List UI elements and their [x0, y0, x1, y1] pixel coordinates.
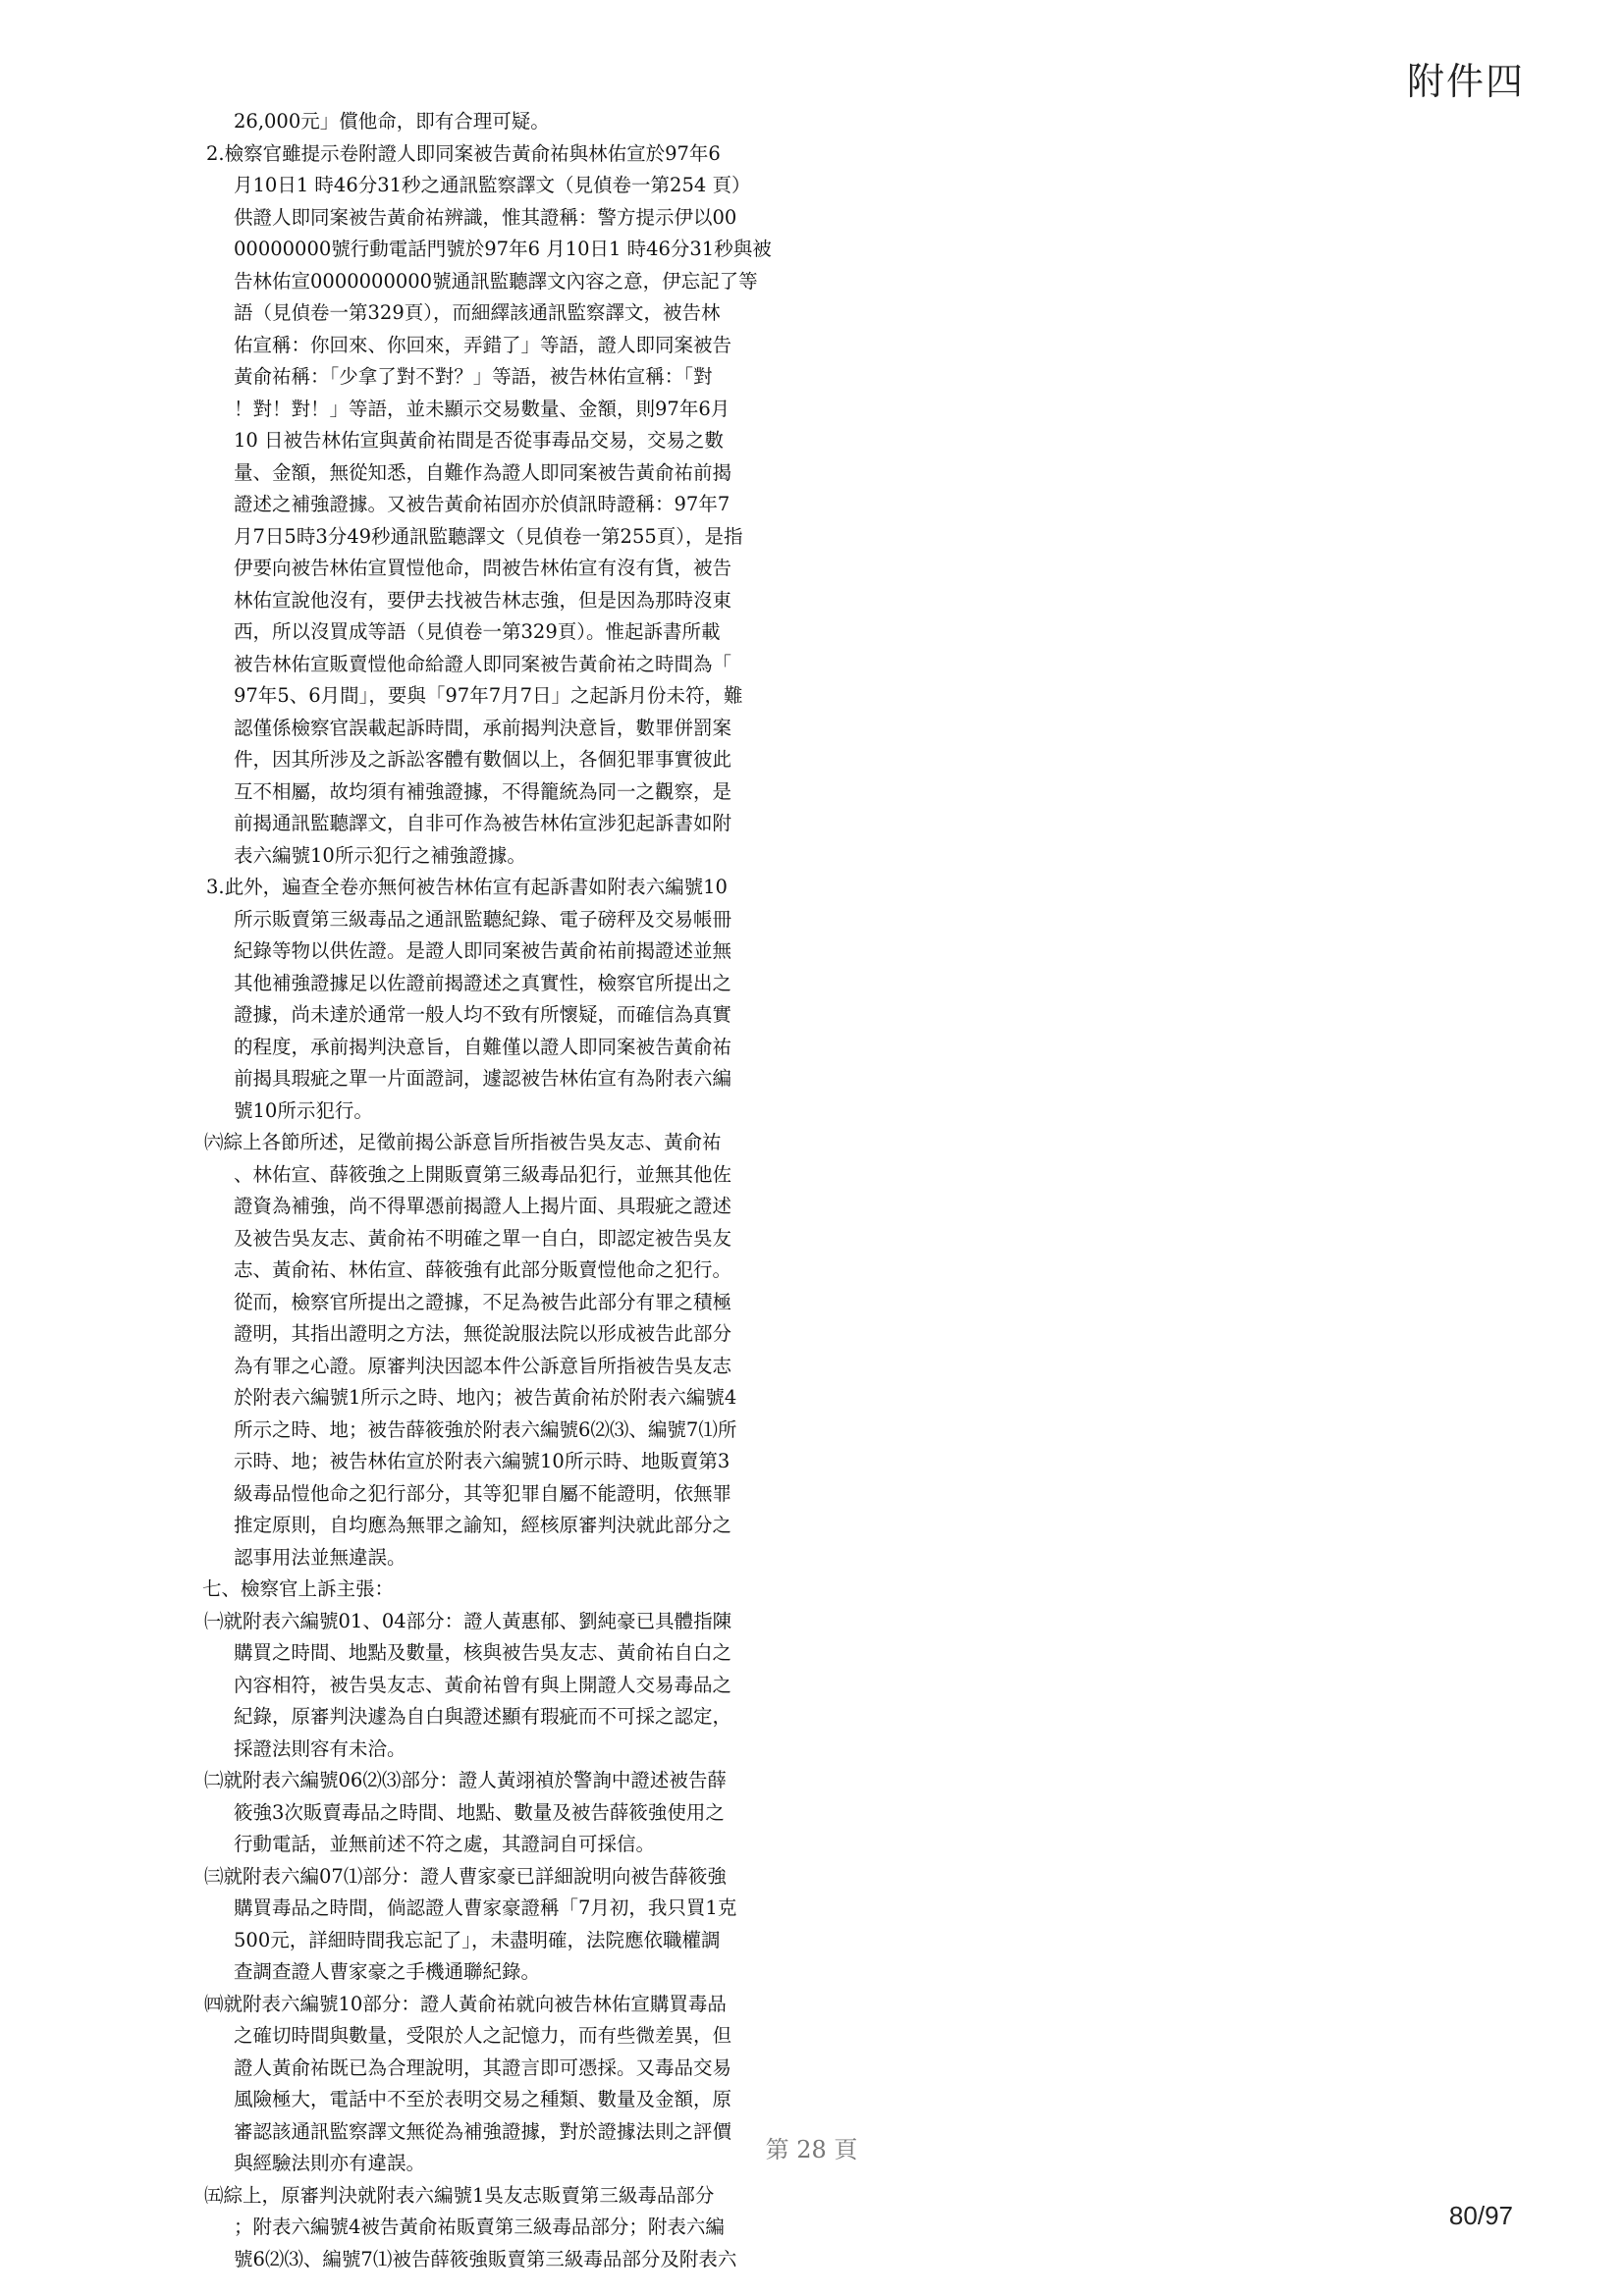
text-line: 認事用法並無違誤。	[234, 1545, 406, 1569]
text-line: 示時、地；被告林佑宣於附表六編號10所示時、地販賣第3	[234, 1450, 730, 1472]
text-line: 號6⑵⑶、編號7⑴被告薛筱強販賣第三級毒品部分及附表六	[234, 2247, 737, 2270]
text-line: 3.此外，遍查全卷亦無何被告林佑宣有起訴書如附表六編號10	[206, 876, 728, 898]
text-line: 級毒品愷他命之犯行部分，其等犯罪自屬不能證明，依無罪	[234, 1481, 732, 1505]
text-line: 月7日5時3分49秒通訊監聽譯文（見偵卷一第255頁），是指	[234, 524, 743, 548]
text-line: 行動電話，並無前述不符之處，其證詞自可採信。	[234, 1833, 656, 1855]
text-line: 從而，檢察官所提出之證據，不足為被告此部分有罪之積極	[234, 1290, 732, 1313]
text-line: 供證人即同案被告黃俞祐辨識，惟其證稱：警方提示伊以00	[234, 205, 737, 229]
text-line: ㈥綜上各節所述，足徵前揭公訴意旨所指被告吳友志、黃俞祐	[204, 1131, 722, 1153]
text-line: 語（見偵卷一第329頁），而細繹該通訊監察譯文，被告林	[234, 301, 721, 324]
text-line: 西，所以沒買成等語（見偵卷一第329頁）。惟起訴書所載	[234, 620, 721, 643]
folio-number: 80/97	[1448, 2201, 1513, 2230]
appeal-point-5	[187, 2180, 815, 2276]
text-line: 為有罪之心證。原審判決因認本件公訴意旨所指被告吳友志	[234, 1354, 732, 1377]
text-line: 500元，詳細時間我忘記了」，未盡明確，法院應依職權調	[234, 1928, 721, 1951]
text-line: 風險極大，電話中不至於表明交易之種類、數量及金額，原	[234, 2088, 732, 2110]
text-line: 00000000號行動電話門號於97年6 月10日1 時46分31秒與被	[234, 238, 772, 260]
text-line: 件，因其所涉及之訴訟客體有數個以上，各個犯罪事實彼此	[234, 748, 732, 771]
text-line: 推定原則，自均應為無罪之諭知，經核原審判決就此部分之	[234, 1514, 732, 1536]
text-line: 審認該通訊監察譯文無從為補強證據，對於證據法則之評價	[234, 2119, 732, 2143]
text-line: 採證法則容有未洽。	[234, 1736, 406, 1760]
text-line: 黃俞祐稱：「少拿了對不對？」等語，被告林佑宣稱：「對	[234, 365, 713, 388]
text-line: 筱強3次販賣毒品之時間、地點、數量及被告薛筱強使用之	[234, 1800, 725, 1824]
text-line: ！對！對！」等語，並未顯示交易數量、金額，則97年6月	[234, 397, 730, 420]
text-line: 伊要向被告林佑宣買愷他命，問被告林佑宣有沒有貨，被告	[234, 557, 732, 579]
text-line: ㈢就附表六編07⑴部分：證人曹家豪已詳細說明向被告薛筱強	[204, 1864, 727, 1888]
text-line: 所示販賣第三級毒品之通訊監聽紀錄、電子磅秤及交易帳冊	[234, 907, 732, 931]
paragraph-6	[187, 1127, 815, 1574]
text-line: ㈤綜上，原審判決就附表六編號1吳友志販賣第三級毒品部分	[204, 2183, 715, 2207]
appeal-point-3	[187, 1861, 815, 1989]
text-line: 之確切時間與數量，受限於人之記憶力，而有些微差異，但	[234, 2024, 732, 2047]
text-line: ㈡就附表六編號06⑵⑶部分：證人黃翊禎於警詢中證述被告薛	[204, 1769, 727, 1791]
section-7-heading	[187, 1574, 815, 1606]
text-line: 紀錄，原審判決遽為自白與證述顯有瑕疵而不可採之認定，	[234, 1705, 732, 1728]
document-body	[187, 106, 815, 2275]
text-line: 互不相屬，故均須有補強證據，不得籠統為同一之觀察，是	[234, 779, 732, 803]
text-line: 表六編號10所示犯行之補強證據。	[234, 843, 526, 867]
text-line: 及被告吳友志、黃俞祐不明確之單一自白，即認定被告吳友	[234, 1226, 732, 1250]
text-line: 證述之補強證據。又被告黃俞祐固亦於偵訊時證稱：97年7	[234, 493, 730, 515]
continuation-line	[187, 106, 815, 138]
page-number: 第 28 頁	[765, 2136, 858, 2163]
text-line: 購買之時間、地點及數量，核與被告吳友志、黃俞祐自白之	[234, 1641, 732, 1664]
text-line: 97年5、6月間」，要與「97年7月7日」之起訴月份未符，難	[234, 684, 743, 707]
text-line: 、林佑宣、薛筱強之上開販賣第三級毒品犯行，並無其他佐	[234, 1162, 732, 1186]
text-line: 於附表六編號1所示之時、地內；被告黃俞祐於附表六編號4	[234, 1386, 737, 1409]
paragraph-2	[187, 138, 815, 873]
text-line: 告林佑宣0000000000號通訊監聽譯文內容之意，伊忘記了等	[234, 269, 758, 293]
text-line: 被告林佑宣販賣愷他命給證人即同案被告黃俞祐之時間為「	[234, 652, 732, 675]
text-line: 前揭具瑕疵之單一片面證詞，遽認被告林佑宣有為附表六編	[234, 1067, 732, 1090]
text-line: ㈣就附表六編號10部分：證人黃俞祐就向被告林佑宣購買毒品	[204, 1992, 727, 2015]
text-line: 證明，其指出證明之方法，無從說服法院以形成被告此部分	[234, 1322, 732, 1345]
text-line: 的程度，承前揭判決意旨，自難僅以證人即同案被告黃俞祐	[234, 1035, 732, 1058]
text-line: ；附表六編號4被告黃俞祐販賣第三級毒品部分；附表六編	[234, 2216, 725, 2238]
annex-label: 附件四	[1406, 60, 1525, 103]
appeal-point-1	[187, 1606, 815, 1766]
text-line: 佑宣稱：你回來、你回來，弄錯了」等語，證人即同案被告	[234, 333, 732, 356]
text-line: ㈠就附表六編號01、04部分：證人黃惠郁、劉純豪已具體指陳	[204, 1609, 732, 1632]
text-line: 證據，尚未達於通常一般人均不致有所懷疑，而確信為真實	[234, 1003, 732, 1026]
text-line: 查調查證人曹家豪之手機通聯紀錄。	[234, 1960, 541, 1983]
text-line: 其他補強證據足以佐證前揭證述之真實性，檢察官所提出之	[234, 971, 732, 994]
text-line: 購買毒品之時間，倘認證人曹家豪證稱「7月初，我只買1克	[234, 1896, 737, 1919]
text-line: 與經驗法則亦有違誤。	[234, 2152, 426, 2174]
text-line: 月10日1 時46分31秒之通訊監察譯文（見偵卷一第254 頁）	[234, 174, 751, 196]
text-line: 10 日被告林佑宣與黃俞祐間是否從事毒品交易，交易之數	[234, 429, 725, 452]
text-line: 證人黃俞祐既已為合理說明，其證言即可憑採。又毒品交易	[234, 2056, 732, 2079]
text-line: 26,000元」償他命，即有合理可疑。	[234, 110, 550, 133]
text-line: 所示之時、地；被告薛筱強於附表六編號6⑵⑶、編號7⑴所	[234, 1417, 737, 1441]
text-line: 認僅係檢察官誤載起訴時間，承前揭判決意旨，數罪併罰案	[234, 716, 732, 739]
text-line: 紀錄等物以供佐證。是證人即同案被告黃俞祐前揭證述並無	[234, 939, 732, 962]
text-line: 七、檢察官上訴主張：	[202, 1577, 395, 1600]
text-line: 證資為補強，尚不得單憑前揭證人上揭片面、具瑕疵之證述	[234, 1195, 732, 1217]
text-line: 林佑宣說他沒有，要伊去找被告林志強，但是因為那時沒東	[234, 588, 732, 612]
text-line: 前揭通訊監聽譯文，自非可作為被告林佑宣涉犯起訴書如附	[234, 812, 732, 834]
paragraph-3	[187, 872, 815, 1127]
appeal-point-2	[187, 1765, 815, 1861]
text-line: 號10所示犯行。	[234, 1098, 373, 1122]
text-line: 志、黃俞祐、林佑宣、薛筱強有此部分販賣愷他命之犯行。	[234, 1258, 732, 1281]
text-line: 量、金額，無從知悉，自難作為證人即同案被告黃俞祐前揭	[234, 460, 732, 484]
text-line: 內容相符，被告吳友志、黃俞祐曾有與上開證人交易毒品之	[234, 1673, 732, 1696]
text-line: 2.檢察官雖提示卷附證人即同案被告黃俞祐與林佑宣於97年6	[206, 141, 721, 165]
